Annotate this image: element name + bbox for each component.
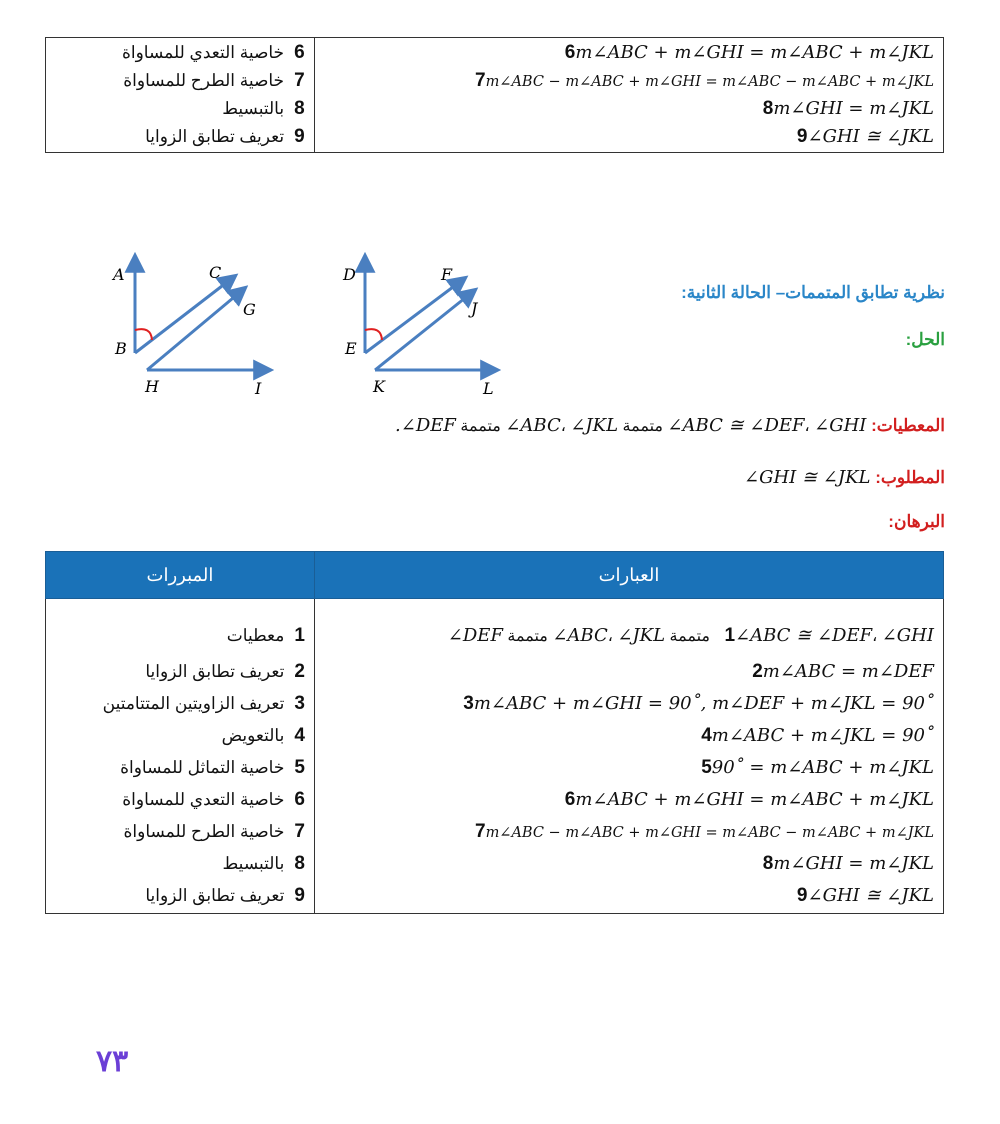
step-number: 9 xyxy=(796,126,808,147)
step-number: 1 xyxy=(724,625,736,646)
statement-text: m∠ABC = m∠DEF xyxy=(762,661,934,682)
given-text: متممة xyxy=(455,418,506,435)
step-number: 7 xyxy=(294,70,305,91)
statement-text: متممة xyxy=(502,628,553,645)
previous-proof-table xyxy=(45,37,944,153)
ray-kj xyxy=(375,290,475,370)
reason-line xyxy=(47,95,313,123)
statement-line xyxy=(316,752,942,784)
reason-line xyxy=(47,67,313,95)
page-number: ٧٣ xyxy=(96,1045,129,1078)
reason-line xyxy=(47,752,313,784)
label-c: C xyxy=(209,263,222,282)
given-math: ∠DEF xyxy=(400,415,456,436)
step-number: 8 xyxy=(294,98,305,119)
reason-text: خاصية التماثل للمساواة xyxy=(120,758,285,777)
right-angle-figure xyxy=(342,256,497,398)
statement-math: ∠GHI xyxy=(881,625,934,646)
statement-text: m∠GHI = m∠JKL xyxy=(773,98,934,119)
reasons-header: المبررات xyxy=(46,552,315,599)
reason-text: بالتبسيط xyxy=(222,854,285,873)
reason-text: بالتعويض xyxy=(221,726,285,745)
label-k: K xyxy=(373,377,385,396)
reason-line xyxy=(47,656,313,688)
statement-sep: ، xyxy=(607,628,618,645)
statement-line xyxy=(316,39,942,67)
left-angle-figure xyxy=(111,256,270,398)
label-e: E xyxy=(345,339,357,358)
statement-text: m∠ABC + m∠GHI = 90˚, m∠DEF + m∠JKL = 90˚ xyxy=(473,693,934,714)
statement-text: m∠ABC − m∠ABC + m∠GHI = m∠ABC − m∠ABC + m∠JKL xyxy=(485,74,934,90)
statement-line xyxy=(316,784,942,816)
statement-text: m∠ABC + m∠JKL = 90˚ xyxy=(711,725,934,746)
statement-sep: ، xyxy=(872,628,882,645)
label-a: A xyxy=(113,265,125,284)
label-g: G xyxy=(243,300,256,319)
statement-text: ∠GHI ≅ ∠JKL xyxy=(807,885,934,906)
step-number: 6 xyxy=(294,42,305,63)
complementary-angles-figure xyxy=(105,248,525,398)
label-l: L xyxy=(483,379,494,398)
step-number: 9 xyxy=(294,126,305,147)
statement-line xyxy=(316,95,942,123)
reason-text: تعريف الزاويتين المتتامتين xyxy=(102,694,285,713)
ray-bc xyxy=(135,276,235,353)
reason-text: تعريف تطابق الزوايا xyxy=(145,886,285,905)
statement-text: ∠GHI ≅ ∠JKL xyxy=(807,126,934,147)
step-number: 8 xyxy=(762,853,774,874)
step-number: 5 xyxy=(294,757,305,778)
given-sep: ، xyxy=(560,418,571,435)
reasons-column xyxy=(46,38,315,153)
statements-header: العبارات xyxy=(314,552,943,599)
label-h: H xyxy=(145,377,159,396)
statement-line xyxy=(316,816,942,848)
step-number: 6 xyxy=(564,789,576,810)
label-d: D xyxy=(343,265,356,284)
step-number: 3 xyxy=(463,693,474,714)
reason-line xyxy=(47,616,313,656)
given-period: . xyxy=(395,415,401,436)
step-number: 7 xyxy=(474,70,486,91)
given-sep: ، xyxy=(804,418,815,435)
reason-line xyxy=(47,123,313,151)
reason-text: خاصية الطرح للمساواة xyxy=(123,71,285,90)
statement-line xyxy=(316,67,942,95)
statement-line xyxy=(316,848,942,880)
required-label: المطلوب: xyxy=(875,468,945,487)
step-number: 2 xyxy=(752,661,763,682)
angle-arc xyxy=(135,329,152,340)
given-math: ∠ABC xyxy=(505,415,561,436)
statement-line xyxy=(316,720,942,752)
statement-line xyxy=(316,688,942,720)
statement-line xyxy=(316,656,942,688)
statement-text: m∠GHI = m∠JKL xyxy=(773,853,934,874)
step-number: 7 xyxy=(474,821,486,842)
reasons-column xyxy=(46,599,315,914)
reason-line xyxy=(47,848,313,880)
statement-text: 90˚ = m∠ABC + m∠JKL xyxy=(711,757,934,778)
step-number: 3 xyxy=(294,693,305,714)
statement-line xyxy=(316,123,942,151)
statement-text: متممة xyxy=(665,628,715,645)
step-number: 6 xyxy=(294,789,305,810)
ray-ef xyxy=(365,278,465,353)
reason-line xyxy=(47,720,313,752)
step-number: 8 xyxy=(294,853,305,874)
ray-hg xyxy=(147,288,245,370)
reason-text: تعريف تطابق الزوايا xyxy=(145,127,285,146)
theorem-title: نظرية تطابق المتممات– الحالة الثانية: xyxy=(681,283,945,302)
reason-line xyxy=(47,688,313,720)
label-b: B xyxy=(115,339,127,358)
step-number: 4 xyxy=(294,725,305,746)
required-line xyxy=(744,467,945,488)
reason-text: معطيات xyxy=(226,626,285,645)
solution-label: الحل: xyxy=(905,330,945,349)
statement-text: m∠ABC − m∠ABC + m∠GHI = m∠ABC − m∠ABC + m∠JKL xyxy=(485,825,934,841)
statement-math: ∠ABC ≅ ∠DEF xyxy=(735,625,873,646)
proof-label: البرهان: xyxy=(888,512,945,531)
step-number: 6 xyxy=(564,42,576,63)
given-math: ∠GHI xyxy=(814,415,867,436)
statement-math: ∠ABC xyxy=(552,625,608,646)
required-math: ∠GHI ≅ ∠JKL xyxy=(744,467,871,488)
step-number: 4 xyxy=(701,725,712,746)
reason-text: خاصية الطرح للمساواة xyxy=(123,822,285,841)
reason-line xyxy=(47,39,313,67)
statements-column xyxy=(314,599,943,914)
step-number: 2 xyxy=(294,661,305,682)
step-number: 9 xyxy=(294,885,305,906)
statements-column xyxy=(314,38,943,153)
step-number: 1 xyxy=(294,625,305,646)
reason-text: خاصية التعدي للمساواة xyxy=(122,790,285,809)
given-math: ∠JKL xyxy=(570,415,619,436)
step-number: 5 xyxy=(701,757,712,778)
label-f: F xyxy=(441,265,453,284)
label-j: J xyxy=(471,299,478,318)
label-i: I xyxy=(255,379,262,398)
reason-text: بالتبسيط xyxy=(222,99,285,118)
proof-table xyxy=(45,551,944,914)
reason-line xyxy=(47,816,313,848)
given-text: متممة xyxy=(618,418,668,435)
reason-line xyxy=(47,880,313,912)
reason-line xyxy=(47,784,313,816)
angle-arc xyxy=(365,329,382,340)
statement-math: ∠DEF xyxy=(447,625,503,646)
reason-text: خاصية التعدي للمساواة xyxy=(121,43,285,62)
step-number: 8 xyxy=(762,98,774,119)
statement-line xyxy=(316,616,942,656)
statement-text: m∠ABC + m∠GHI = m∠ABC + m∠JKL xyxy=(575,789,934,810)
statement-text: m∠ABC + m∠GHI = m∠ABC + m∠JKL xyxy=(575,42,934,63)
given-line xyxy=(395,415,945,436)
step-number: 9 xyxy=(796,885,808,906)
step-number: 7 xyxy=(294,821,305,842)
reason-text: تعريف تطابق الزوايا xyxy=(145,662,285,681)
statement-math: ∠JKL xyxy=(617,625,666,646)
given-math: ∠ABC ≅ ∠DEF xyxy=(667,415,805,436)
given-label: المعطيات: xyxy=(871,416,945,435)
statement-line xyxy=(316,880,942,912)
